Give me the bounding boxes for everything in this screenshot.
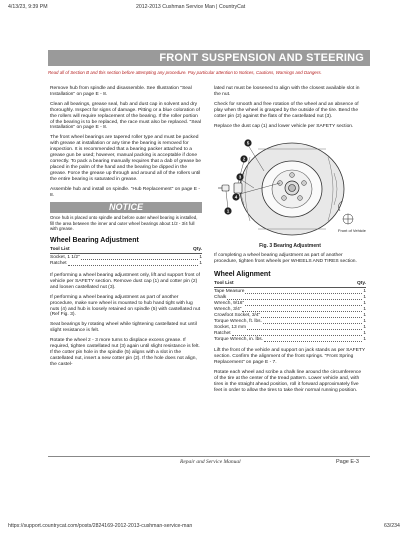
tool-name: Torque Wrench, in. lbs. — [214, 337, 263, 343]
tool-list-label: Tool List — [50, 247, 70, 253]
qty-label: Qty. — [193, 247, 202, 253]
paragraph: The front wheel bearings are tapered roller type and must be packed with grease at installation or any time the bearing is removed for inspection. It is recommended that a bearing packer attached to a grease gun be used; however, manual packing is acceptable if done correctly. To pack a bearing manually requires that a dab of grease be placed in the palm of the hand and the bearing be dipped in the grease. Force the grease up through and around all of the rollers until the entire bearing is saturated in grease. — [50, 135, 201, 182]
section-title: FRONT SUSPENSION AND STEERING — [159, 52, 364, 64]
paragraph: Clean all bearings, grease seal, hub and dust cap in solvent and dry thoroughly. Inspect for signs of damage. Pitting or a blue coloration of the rollers will require replacement of the bearing. If the roller portion of the bearing is to be replaced, the race must also be replaced. "Seal Installation" on page E - 8. — [50, 101, 201, 131]
wheel-hub-illustration — [214, 133, 366, 241]
tool-name: Chalk — [214, 295, 227, 301]
paragraph: Check for smooth and free rotation of the wheel and an absence of play when the wheel is grasped by the outside of the tire. Bend the cotter pin (2) against the flats of the castellated nut (3). — [214, 101, 359, 119]
tool-name: Wrench, 3/4" — [214, 307, 242, 313]
paragraph: Seat bearings by rotating wheel while tightening castellated nut until slight resistance is felt. — [50, 322, 197, 334]
tool-qty: 1 — [363, 319, 366, 325]
tool-qty: 1 — [363, 307, 366, 313]
tool-name: Ratchet — [214, 331, 231, 337]
tool-qty: 1 — [363, 295, 366, 301]
figure-caption: Fig. 3 Bearing Adjustment — [259, 243, 321, 250]
tool-name: Crowfoot Socket, 3/4" — [214, 313, 261, 319]
tool-name: Torque Wrench, ft. lbs. — [214, 319, 262, 325]
callout-label: 5 — [246, 141, 250, 147]
manual-title: Repair and Service Manual — [180, 459, 241, 465]
paragraph: Rotate the wheel 2 - 3 more turns to displace excess grease. If required, tighten castellated nut (3) again until slight resistance is felt. If the cotter pin hole in the spindle (5) aligns with a slot in the castellated nut, insert a new cotter pin (2). If the hole does not align, the castel- — [50, 338, 200, 367]
print-title: 2012-2013 Cushman Service Man | CountryCat — [136, 4, 246, 10]
bearing-adjustment-figure — [214, 133, 366, 241]
callout-label: 3 — [238, 175, 242, 181]
tool-name: Socket, 13 mm — [214, 325, 246, 331]
section-heading: Wheel Bearing Adjustment — [50, 237, 139, 245]
tool-qty: 1 — [199, 261, 202, 267]
tool-qty: 1 — [363, 331, 366, 337]
notice-banner: NOTICE — [50, 202, 202, 213]
section-heading: Wheel Alignment — [214, 271, 271, 279]
tool-list-header — [50, 247, 202, 252]
qty-label: Qty. — [357, 281, 366, 287]
left-column — [50, 86, 202, 372]
safety-warning: Read all of Section B and this section before attempting any procedure. Pay particular attention to Notices, Cautions, Warnings and Dangers. — [48, 70, 322, 75]
tool-qty: 1 — [363, 313, 366, 319]
callout-label: 2 — [242, 157, 246, 163]
tool-qty: 1 — [199, 255, 202, 261]
tool-list-label: Tool List — [214, 281, 234, 287]
tool-name: Tape Measure — [214, 289, 245, 295]
paragraph: Replace the dust cap (1) and lower vehicle per SAFETY section. — [214, 123, 354, 129]
paragraph: If completing a wheel bearing adjustment as part of another procedure, tighten front wheels per WHEELS AND TIRES section. — [214, 253, 357, 265]
tool-qty: 1 — [363, 337, 366, 343]
paragraph: lated nut must be loosened to align with the closest available slot in the nut. — [214, 86, 360, 97]
tool-name: Socket, 1 1/2" — [50, 255, 80, 261]
paragraph: If performing a wheel bearing adjustment as part of another procedure, make sure wheel is mounted to hub hand tight with lug nuts (4) and hub is loosely retained on spindle (5) with castellated nut (Ref Fig. 3). — [50, 294, 201, 318]
callout-label: 4 — [234, 195, 238, 201]
footer-divider — [48, 456, 370, 457]
tool-qty: 1 — [363, 325, 366, 331]
front-of-vehicle-label: Front of Vehicle — [338, 228, 366, 234]
paragraph: Remove hub from spindle and disassemble. See Illustration "Seal Installation" on page E - 8. — [50, 86, 192, 97]
print-datetime: 4/13/23, 9:39 PM — [8, 4, 48, 10]
notice-text: Once hub is placed onto spindle and before outer wheel bearing is installed, fill the area between the inner and outer wheel bearings about 1/2 - 3/4 full with grease. — [50, 215, 198, 231]
tool-list-header — [214, 281, 366, 286]
tool-qty: 1 — [363, 301, 366, 307]
tool-qty: 1 — [363, 289, 366, 295]
paragraph: If performing a wheel bearing adjustment only, lift and support front of vehicle per SAFETY section. Remove dust cap (1) and cotter pin (2) and loosen castellated nut (3). — [50, 273, 200, 290]
tool-name: Ratchet — [50, 261, 67, 267]
divider — [50, 253, 202, 254]
paragraph: Lift the front of the vehicle and support on jack stands as per SAFETY section. Confirm the alignment of the front springs. "Front Spring Replacement" on page E - 7. — [214, 348, 366, 366]
print-page-count: 63/234 — [384, 523, 400, 529]
page-number: Page E-3 — [336, 459, 359, 465]
callout-label: 1 — [226, 209, 230, 215]
tool-name: Wrench, 9/16" — [214, 301, 245, 307]
paragraph: Assemble hub and install on spindle. "Hub Replacement" on page E - 8. — [50, 186, 201, 198]
right-column — [214, 86, 366, 398]
print-url[interactable]: https://support.countrycat.com/posts/2824169-2012-2013-cushman-service-man — [8, 523, 193, 529]
section-banner — [48, 50, 370, 66]
paragraph: Rotate each wheel and scribe a chalk line around the circumference of the tire at the center of the tread pattern. Lower vehicle and, with tires in the straight ahead position, roll it forward approximately five feet in order to allow the tires to take their normal running position. — [214, 369, 362, 393]
